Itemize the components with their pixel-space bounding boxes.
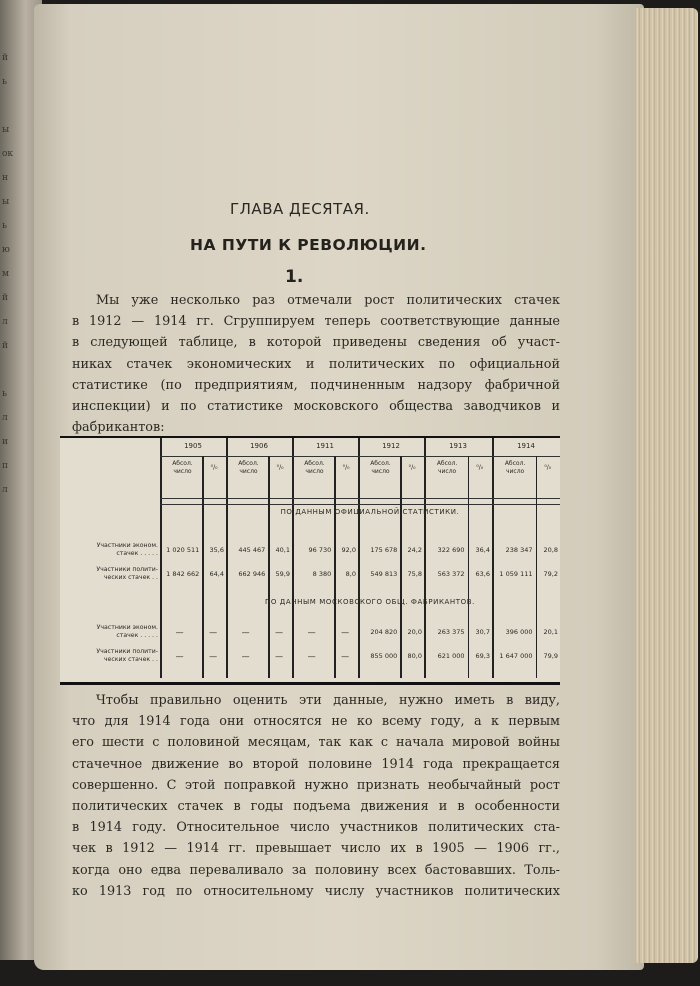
- column-year: 1912: [382, 442, 400, 450]
- table-cell: 322 690: [437, 546, 465, 554]
- facing-page-text: й: [2, 293, 8, 303]
- table-cell: 175 678: [370, 546, 398, 554]
- table-cell: —: [275, 628, 284, 637]
- facing-page-text: м: [2, 269, 10, 279]
- text-line: чек в 1912 — 1914 гг. превышает число их в 1905 — 1906 гг.,: [72, 841, 560, 857]
- facing-page-text: л: [2, 317, 8, 327]
- table-cell: —: [175, 628, 184, 637]
- facing-page-text: ок: [2, 149, 14, 159]
- text-line: в 1912 — 1914 гг. Сгруппируем теперь соответствующие данные: [72, 314, 560, 330]
- table-cell: 263 375: [437, 628, 465, 636]
- column-year: 1905: [184, 442, 202, 450]
- table-cell: 1 647 000: [499, 652, 533, 660]
- chapter-title: НА ПУТИ К РЕВОЛЮЦИИ.: [190, 236, 427, 254]
- table-section-official: ПО ДАННЫМ ОФИЦИАЛЬНОЙ СТАТИСТИКИ.: [280, 508, 460, 516]
- table-cell: 1 059 111: [499, 570, 533, 578]
- column-absolute-label: Абсол. число: [436, 460, 458, 475]
- column-absolute-label: Абсол. число: [172, 460, 193, 475]
- strike-statistics-table: [60, 436, 560, 685]
- text-line: фабрикантов:: [72, 420, 165, 436]
- row-label: Участники полити- ческих стачек . .: [96, 566, 158, 581]
- text-line: Чтобы правильно оценить эти данные, нужно иметь в виду,: [96, 693, 560, 708]
- table-cell: 36,4: [475, 546, 490, 554]
- text-line: его шести с половиной месяцам, так как с начала мировой войны: [72, 735, 560, 751]
- table-cell: 63,6: [475, 570, 490, 578]
- text-line: никах стачек экономических и политических по официальной: [72, 356, 560, 372]
- text-line: что для 1914 года они относятся не ко всему году, а к первым: [72, 714, 560, 730]
- table-section-moscow: ПО ДАННЫМ МОСКОВСКОГО ОБЩ. ФАБРИКАНТОВ.: [264, 598, 476, 606]
- text-line: статистике (по предприятиям, подчиненным надзору фабричной: [72, 377, 560, 393]
- table-cell: —: [241, 652, 250, 661]
- table-cell: 75,8: [407, 570, 422, 578]
- text-line: ко 1913 год по относительному числу участников политических: [72, 883, 560, 899]
- table-cell: 80,0: [407, 652, 422, 660]
- column-year: 1906: [250, 442, 268, 450]
- text-line: когда оно едва переваливало за половину всех бастовавших. Толь-: [72, 862, 560, 878]
- table-cell: 549 813: [370, 570, 398, 578]
- column-year: 1914: [517, 442, 535, 450]
- row-label: Участники эконом. стачек . . . . .: [96, 624, 158, 639]
- facing-page-text: н: [2, 173, 8, 183]
- facing-page-text: й: [2, 53, 8, 63]
- table-cell: 79,2: [543, 570, 558, 578]
- facing-page-text: ы: [2, 125, 10, 135]
- table-cell: 20,1: [543, 628, 558, 636]
- table-cell: 35,6: [209, 546, 224, 554]
- table-cell: 79,9: [543, 652, 558, 660]
- column-absolute-label: Абсол. число: [304, 460, 325, 475]
- facing-page-text: л: [2, 485, 8, 495]
- table-cell: —: [209, 628, 218, 637]
- table-cell: —: [307, 628, 316, 637]
- table-divider: [400, 456, 402, 678]
- table-cell: 20,8: [543, 546, 558, 554]
- facing-page-text: л: [2, 413, 8, 423]
- text-line: в 1914 году. Относительное число участников политических ста-: [72, 820, 560, 836]
- table-cell: 40,1: [275, 546, 290, 554]
- table-cell: —: [341, 652, 350, 661]
- table-cell: 8 380: [312, 570, 332, 578]
- table-cell: 8,0: [345, 570, 356, 578]
- paragraph-intro: [72, 290, 560, 438]
- table-rule: [160, 504, 560, 505]
- table-cell: 662 946: [238, 570, 266, 578]
- text-line: в следующей таблице, в которой приведены сведения об участ-: [72, 335, 560, 351]
- table-cell: 59,9: [275, 570, 290, 578]
- column-percent-label: ⁰/₀: [476, 464, 484, 471]
- chapter-heading: ГЛАВА ДЕСЯТАЯ.: [230, 200, 370, 218]
- text-line: стачечное движение во второй половине 1914 года прекращается: [72, 756, 560, 772]
- column-absolute-label: Абсол. число: [504, 460, 526, 475]
- column-percent-label: ⁰/₀: [544, 464, 552, 471]
- column-absolute-label: Абсол. число: [238, 460, 259, 475]
- table-divider: [334, 456, 336, 678]
- facing-page-text: й: [2, 341, 8, 351]
- table-divider: [202, 456, 204, 678]
- table-cell: —: [307, 652, 316, 661]
- column-percent-label: ⁰/₀: [408, 464, 416, 471]
- facing-page-text: ы: [2, 197, 10, 207]
- table-divider: [268, 456, 270, 678]
- column-percent-label: ⁰/₀: [210, 464, 218, 471]
- table-cell: 69,3: [475, 652, 490, 660]
- table-cell: 396 000: [505, 628, 533, 636]
- page-stack-edge: [636, 8, 698, 963]
- paragraph-analysis: [72, 690, 560, 902]
- text-line: политических стачек в годы подъема движения и в особенности: [72, 799, 560, 815]
- table-cell: 855 000: [370, 652, 398, 660]
- facing-page-text: ю: [2, 245, 10, 255]
- column-percent-label: ⁰/₀: [342, 464, 350, 471]
- table-cell: 20,0: [407, 628, 422, 636]
- table-cell: 1 020 511: [166, 546, 200, 554]
- table-cell: 563 372: [437, 570, 465, 578]
- table-cell: 445 467: [238, 546, 266, 554]
- column-year: 1911: [316, 442, 334, 450]
- column-year: 1913: [449, 442, 467, 450]
- text-line: инспекции) и по статистике московского общества заводчиков и: [72, 399, 560, 415]
- facing-page-text: ь: [2, 389, 7, 399]
- text-line: совершенно. С этой поправкой нужно признать необычайный рост: [72, 777, 560, 793]
- table-cell: 621 000: [437, 652, 465, 660]
- table-divider: [536, 456, 538, 678]
- column-absolute-label: Абсол. число: [370, 460, 391, 475]
- column-percent-label: ⁰/₀: [276, 464, 284, 471]
- facing-page-text: п: [2, 461, 8, 471]
- table-cell: —: [175, 652, 184, 661]
- text-line: Мы уже несколько раз отмечали рост политических стачек: [96, 293, 560, 308]
- table-cell: 92,0: [341, 546, 356, 554]
- table-cell: 30,7: [475, 628, 490, 636]
- table-cell: 1 842 662: [166, 570, 200, 578]
- table-cell: —: [275, 652, 284, 661]
- table-cell: —: [209, 652, 218, 661]
- row-label: Участники полити- ческих стачек . .: [96, 648, 158, 663]
- table-cell: 238 347: [505, 546, 533, 554]
- table-cell: —: [241, 628, 250, 637]
- table-divider: [468, 456, 470, 678]
- row-label: Участники эконом. стачек . . . . .: [96, 542, 158, 557]
- facing-page-text: ь: [2, 77, 7, 87]
- section-number: 1.: [285, 267, 304, 287]
- facing-page-text: ь: [2, 221, 7, 231]
- table-cell: 204 820: [370, 628, 398, 636]
- facing-page-text: и: [2, 437, 8, 447]
- table-cell: 24,2: [407, 546, 422, 554]
- table-cell: —: [341, 628, 350, 637]
- table-cell: 96 730: [308, 546, 332, 554]
- table-cell: 64,4: [209, 570, 224, 578]
- table-rule: [160, 498, 560, 499]
- table-rule: [160, 456, 560, 457]
